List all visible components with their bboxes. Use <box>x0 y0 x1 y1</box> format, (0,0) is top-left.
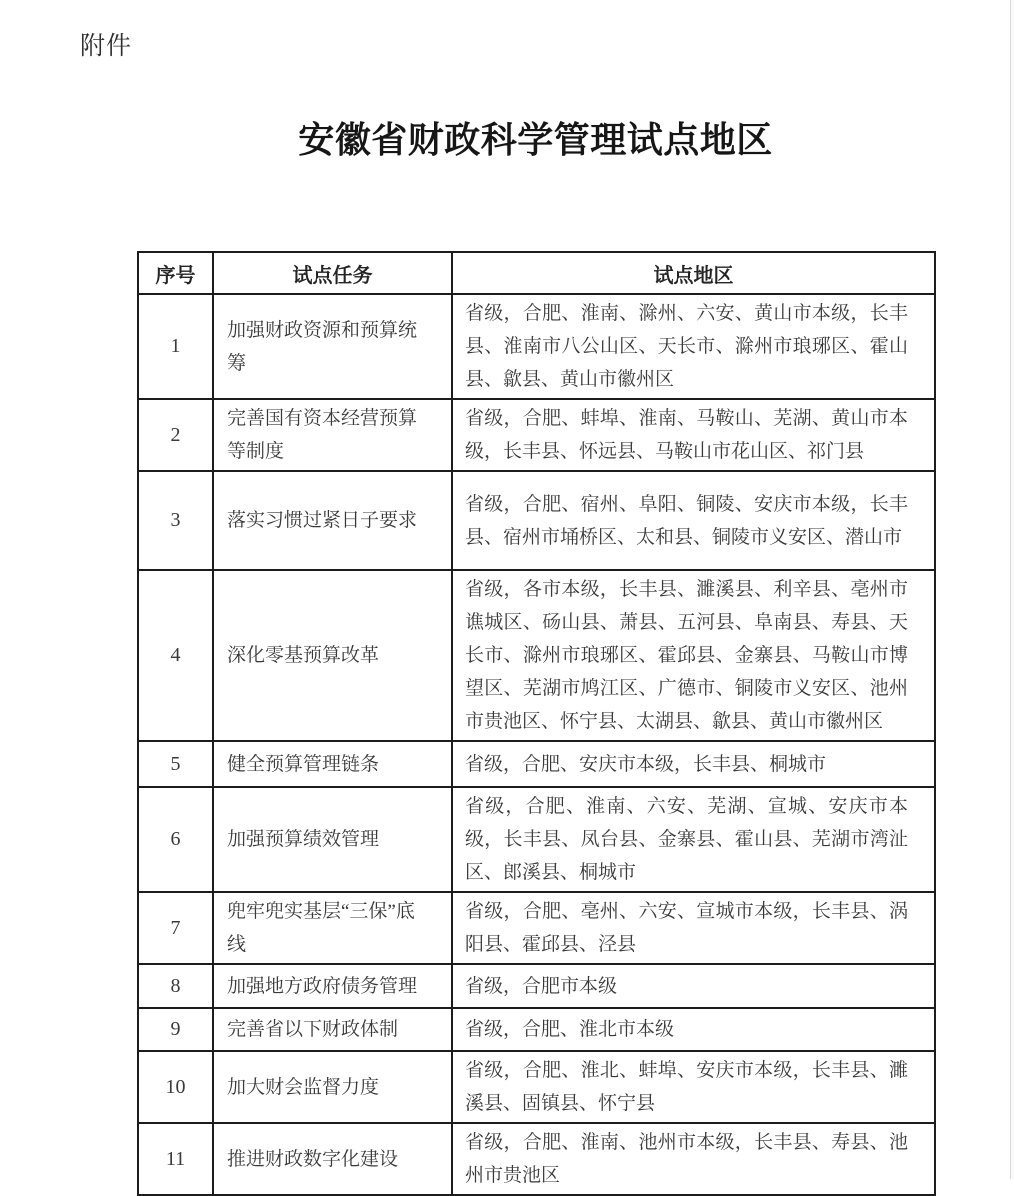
row-number: 8 <box>138 964 213 1008</box>
table-row <box>138 741 935 787</box>
row-number: 3 <box>138 471 213 570</box>
region-cell: 省级，合肥、淮南、滁州、六安、黄山市本级，长丰县、淮南市八公山区、天长市、滁州市琅琊区、霍山县、歙县、黄山市徽州区 <box>452 294 935 399</box>
region-cell: 省级，合肥、亳州、六安、宣城市本级，长丰县、涡阳县、霍邱县、泾县 <box>452 892 935 964</box>
column-header-task: 试点任务 <box>213 252 452 294</box>
region-cell: 省级，合肥、淮南、六安、芜湖、宣城、安庆市本级，长丰县、凤台县、金寨县、霍山县、芜湖市湾沚区、郎溪县、桐城市 <box>452 787 935 892</box>
task-cell: 完善省以下财政体制 <box>213 1008 452 1051</box>
task-cell: 推进财政数字化建设 <box>213 1123 452 1195</box>
region-cell: 省级，合肥、宿州、阜阳、铜陵、安庆市本级，长丰县、宿州市埇桥区、太和县、铜陵市义安区、潜山市 <box>452 471 935 570</box>
task-cell: 兜牢兜实基层“三保”底线 <box>213 892 452 964</box>
table-row <box>138 787 935 892</box>
table-header-row <box>138 252 935 294</box>
row-number: 2 <box>138 399 213 471</box>
table-row <box>138 964 935 1008</box>
row-number: 6 <box>138 787 213 892</box>
table-row <box>138 294 935 399</box>
row-number: 11 <box>138 1123 213 1195</box>
region-cell: 省级，合肥、淮北、蚌埠、安庆市本级，长丰县、濉溪县、固镇县、怀宁县 <box>452 1051 935 1123</box>
row-number: 10 <box>138 1051 213 1123</box>
region-cell: 省级，合肥、淮南、池州市本级，长丰县、寿县、池州市贵池区 <box>452 1123 935 1195</box>
column-header-region: 试点地区 <box>452 252 935 294</box>
table-row <box>138 471 935 570</box>
row-number: 4 <box>138 570 213 741</box>
task-cell: 落实习惯过紧日子要求 <box>213 471 452 570</box>
column-header-number: 序号 <box>138 252 213 294</box>
row-number: 1 <box>138 294 213 399</box>
task-cell: 加强财政资源和预算统筹 <box>213 294 452 399</box>
row-number: 5 <box>138 741 213 787</box>
table-row <box>138 892 935 964</box>
attachment-label: 附件 <box>80 32 133 60</box>
task-cell: 深化零基预算改革 <box>213 570 452 741</box>
table-row <box>138 570 935 741</box>
region-cell: 省级，合肥市本级 <box>452 964 935 1008</box>
table-row <box>138 399 935 471</box>
region-cell: 省级，各市本级，长丰县、濉溪县、利辛县、亳州市谯城区、砀山县、萧县、五河县、阜南县、寿县、天长市、滁州市琅琊区、霍邱县、金寨县、马鞍山市博望区、芜湖市鸠江区、广德市、铜陵市义安区、池州市贵池区、怀宁县、太湖县、歙县、黄山市徽州区 <box>452 570 935 741</box>
task-cell: 健全预算管理链条 <box>213 741 452 787</box>
task-cell: 加强预算绩效管理 <box>213 787 452 892</box>
row-number: 9 <box>138 1008 213 1051</box>
task-cell: 加强地方政府债务管理 <box>213 964 452 1008</box>
row-number: 7 <box>138 892 213 964</box>
task-cell: 完善国有资本经营预算等制度 <box>213 399 452 471</box>
page-title: 安徽省财政科学管理试点地区 <box>298 120 773 160</box>
region-cell: 省级，合肥、淮北市本级 <box>452 1008 935 1051</box>
region-cell: 省级，合肥、蚌埠、淮南、马鞍山、芜湖、黄山市本级，长丰县、怀远县、马鞍山市花山区、祁门县 <box>452 399 935 471</box>
region-cell: 省级，合肥、安庆市本级，长丰县、桐城市 <box>452 741 935 787</box>
table-row <box>138 1123 935 1195</box>
pilot-areas-table <box>137 251 936 1196</box>
task-cell: 加大财会监督力度 <box>213 1051 452 1123</box>
table-row <box>138 1051 935 1123</box>
scrollbar-track[interactable] <box>1010 0 1014 1179</box>
table-row <box>138 1008 935 1051</box>
